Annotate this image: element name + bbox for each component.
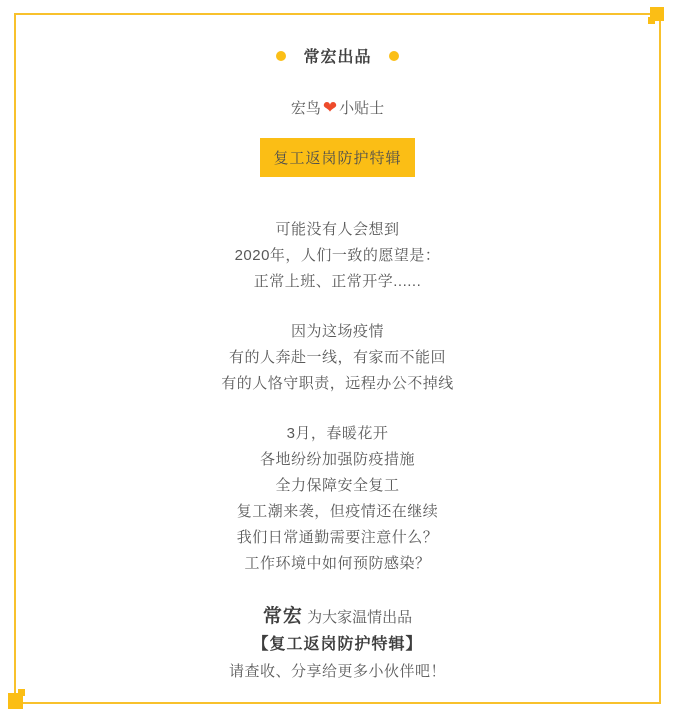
paragraph-line: 2020年，人们一致的愿望是： bbox=[234, 247, 441, 264]
topic-badge: 复工返岗防护特辑 bbox=[260, 138, 414, 177]
footer-tagline: 为大家温情出品 bbox=[307, 609, 413, 626]
subtitle-left-label: 宏鸟 bbox=[290, 100, 321, 117]
paragraph bbox=[221, 319, 454, 397]
paragraph-line: 有的人奔赴一线，有家而不能回 bbox=[228, 349, 446, 366]
paragraph-line: 各地纷纷加强防疫措施 bbox=[259, 451, 415, 468]
paragraph bbox=[237, 421, 439, 577]
footer-credit-line bbox=[229, 603, 446, 631]
dot-right-icon bbox=[389, 51, 399, 61]
subtitle-right-label: 小贴士 bbox=[339, 100, 385, 117]
paragraph-line: 3月，春暖花开 bbox=[286, 425, 389, 442]
paragraph-line: 正常上班、正常开学...... bbox=[253, 273, 422, 290]
paragraph bbox=[235, 217, 441, 295]
heart-icon: ❤ bbox=[322, 98, 338, 117]
paragraph-line: 全力保障安全复工 bbox=[275, 477, 400, 494]
footer-highlight: 【复工返岗防护特辑】 bbox=[252, 636, 423, 653]
paragraph-line: 有的人恪守职责，远程办公不掉线 bbox=[221, 375, 454, 392]
brand-header-label: 常宏出品 bbox=[303, 49, 372, 66]
footer bbox=[229, 603, 446, 685]
footer-closing: 请查收、分享给更多小伙伴吧！ bbox=[228, 663, 446, 680]
paragraph-line: 因为这场疫情 bbox=[290, 323, 384, 340]
brand-header bbox=[276, 44, 398, 67]
dot-left-icon bbox=[276, 51, 286, 61]
footer-brand-label: 常宏 bbox=[262, 606, 303, 627]
paragraph-line: 复工潮来袭，但疫情还在继续 bbox=[236, 503, 439, 520]
paragraph-line: 我们日常通勤需要注意什么？ bbox=[236, 529, 439, 546]
paragraph-line: 可能没有人会想到 bbox=[275, 221, 400, 238]
subtitle bbox=[291, 97, 384, 118]
paragraph-line: 工作环境中如何预防感染？ bbox=[244, 555, 431, 572]
